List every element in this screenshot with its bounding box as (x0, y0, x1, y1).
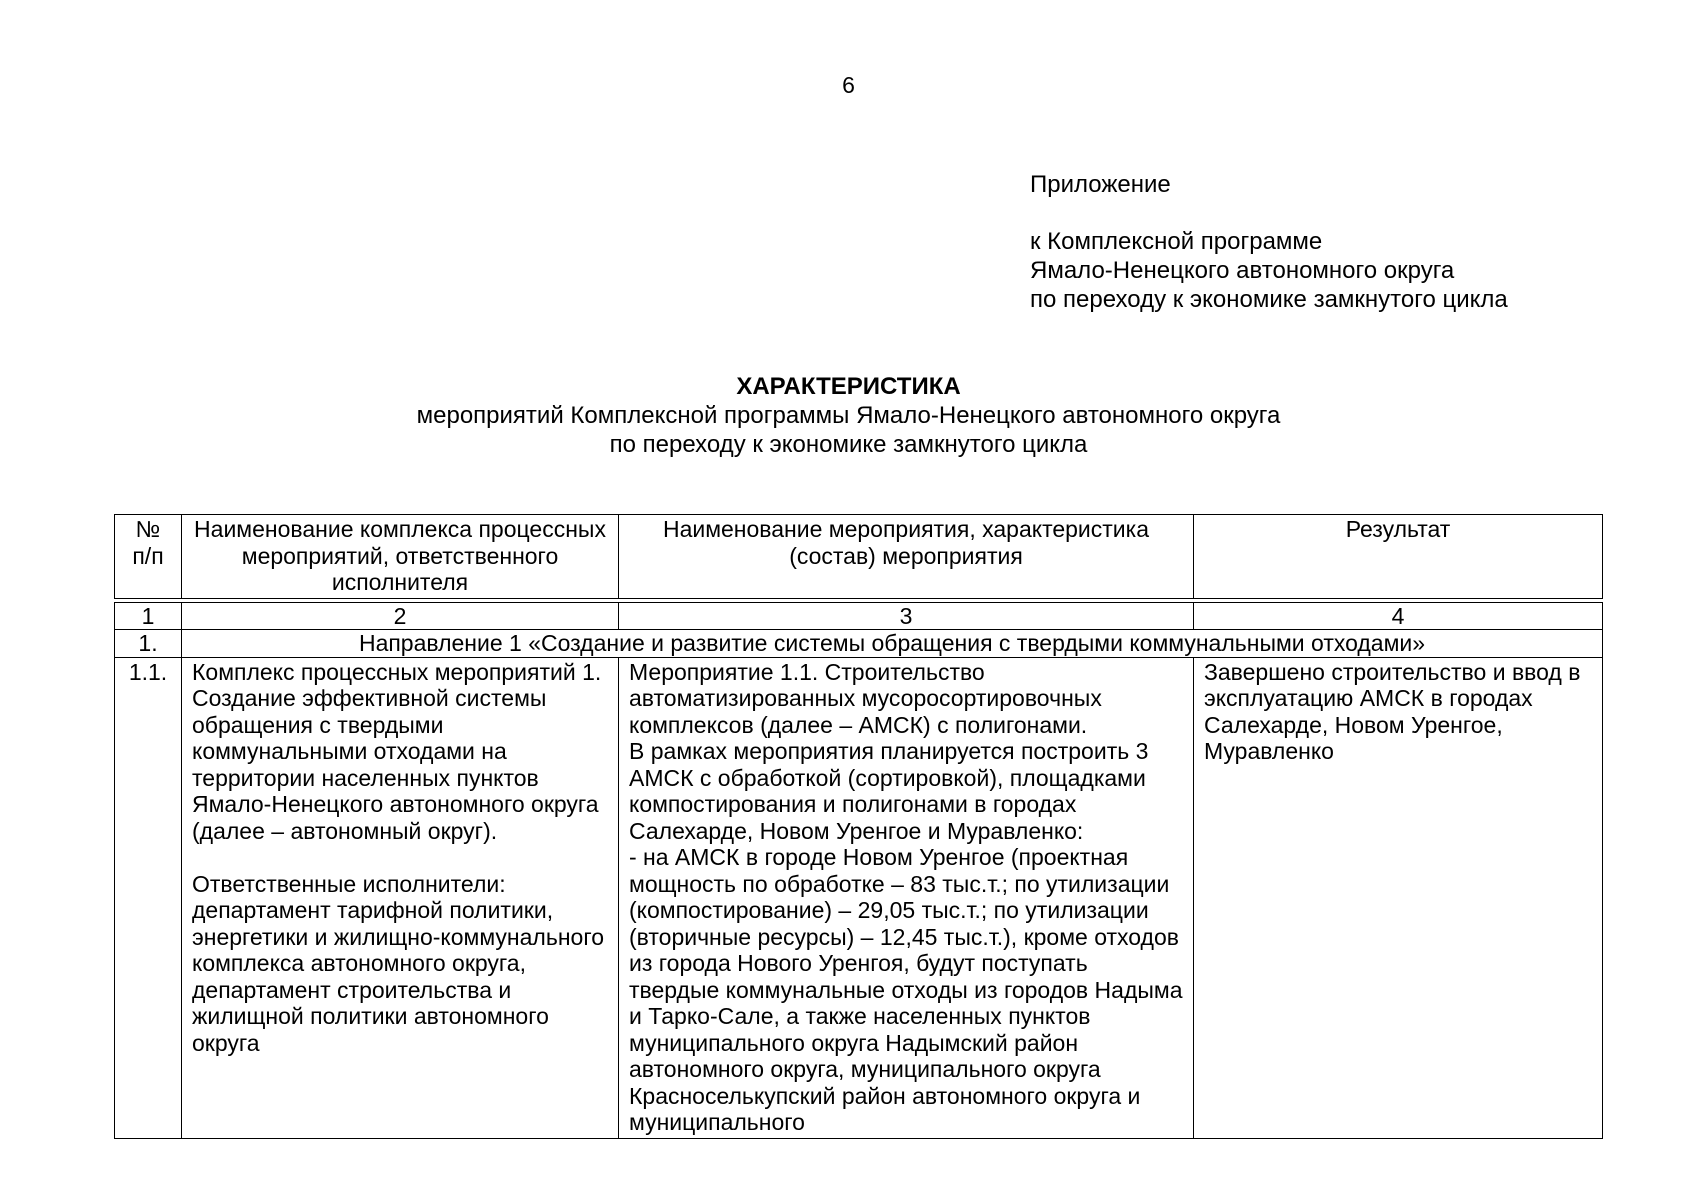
direction-row (115, 630, 1603, 658)
table-row (115, 657, 1603, 1138)
complex-cell (182, 657, 619, 1138)
column-number: 4 (1194, 602, 1603, 630)
result-cell: Завершено строительство и ввод в эксплуатацию АМСК в городах Салехарде, Новом Уренгое, Муравленко (1194, 657, 1603, 1138)
page-number: 6 (842, 72, 855, 98)
row-number: 1.1. (115, 657, 182, 1138)
title-subtitle: мероприятий Комплексной программы Ямало-Ненецкого автономного округа (416, 402, 1281, 429)
table-header-row (115, 515, 1603, 599)
appendix-heading: Приложение (1030, 171, 1171, 198)
measure-details: - на АМСК в городе Новом Уренгое (проектная мощность по обработке – 83 тыс.т.; по утилизации (компостирование) – 29,05 тыс.т.; по утилизации (вторичные ресурсы) – 12,45 тыс.т.), кроме отходов из города Нового Уренгоя, будут поступать твердые коммунальные отходы из городов Надыма и Тарко-Сале, а также населенных пунктов муниципального округа Надымский район автономного округа, муниципального округа Красноселькупский район автономного округа и муниципального (629, 844, 1183, 1135)
appendix-line: по переходу к экономике замкнутого цикла (1030, 286, 1508, 313)
column-number: 1 (115, 602, 182, 630)
measure-description: В рамках мероприятия планируется построить 3 АМСК с обработкой (сортировкой), площадками компостирования и полигонами в городах Салехарде, Новом Уренгое и Муравленко: (629, 738, 1149, 844)
measures-table (114, 514, 1603, 1139)
header-cell: Наименование мероприятия, характеристика (состав) мероприятия (619, 515, 1194, 599)
column-number-row (115, 602, 1603, 630)
direction-number: 1. (115, 630, 182, 658)
column-number: 3 (619, 602, 1194, 630)
measure-cell (619, 657, 1194, 1138)
header-cell: № п/п (115, 515, 182, 599)
appendix-line: к Комплексной программе (1030, 228, 1323, 255)
title-main: ХАРАКТЕРИСТИКА (736, 373, 961, 400)
title-subtitle: по переходу к экономике замкнутого цикла (609, 431, 1088, 458)
responsible-executors: Ответственные исполнители: департамент тарифной политики, энергетики и жилищно-коммунального комплекса автономного округа, департамент строительства и жилищной политики автономного округа (192, 870, 604, 1056)
complex-name: Комплекс процессных мероприятий 1. Создание эффективной системы обращения с твердыми коммунальными отходами на территории населенных пунктов Ямало-Ненецкого автономного округа (далее – автономный округ). (192, 658, 602, 844)
header-cell: Наименование комплекса процессных мероприятий, ответственного исполнителя (182, 515, 619, 599)
column-number: 2 (182, 602, 619, 630)
direction-title: Направление 1 «Создание и развитие системы обращения с твердыми коммунальными отходами» (182, 630, 1603, 658)
appendix-line: Ямало-Ненецкого автономного округа (1030, 257, 1455, 284)
measure-title: Мероприятие 1.1. Строительство автоматизированных мусоросортировочных комплексов (далее – АМСК) с полигонами. (629, 658, 1102, 738)
appendix-block (1030, 170, 1508, 314)
document-title (0, 372, 1697, 459)
header-cell: Результат (1194, 515, 1603, 599)
